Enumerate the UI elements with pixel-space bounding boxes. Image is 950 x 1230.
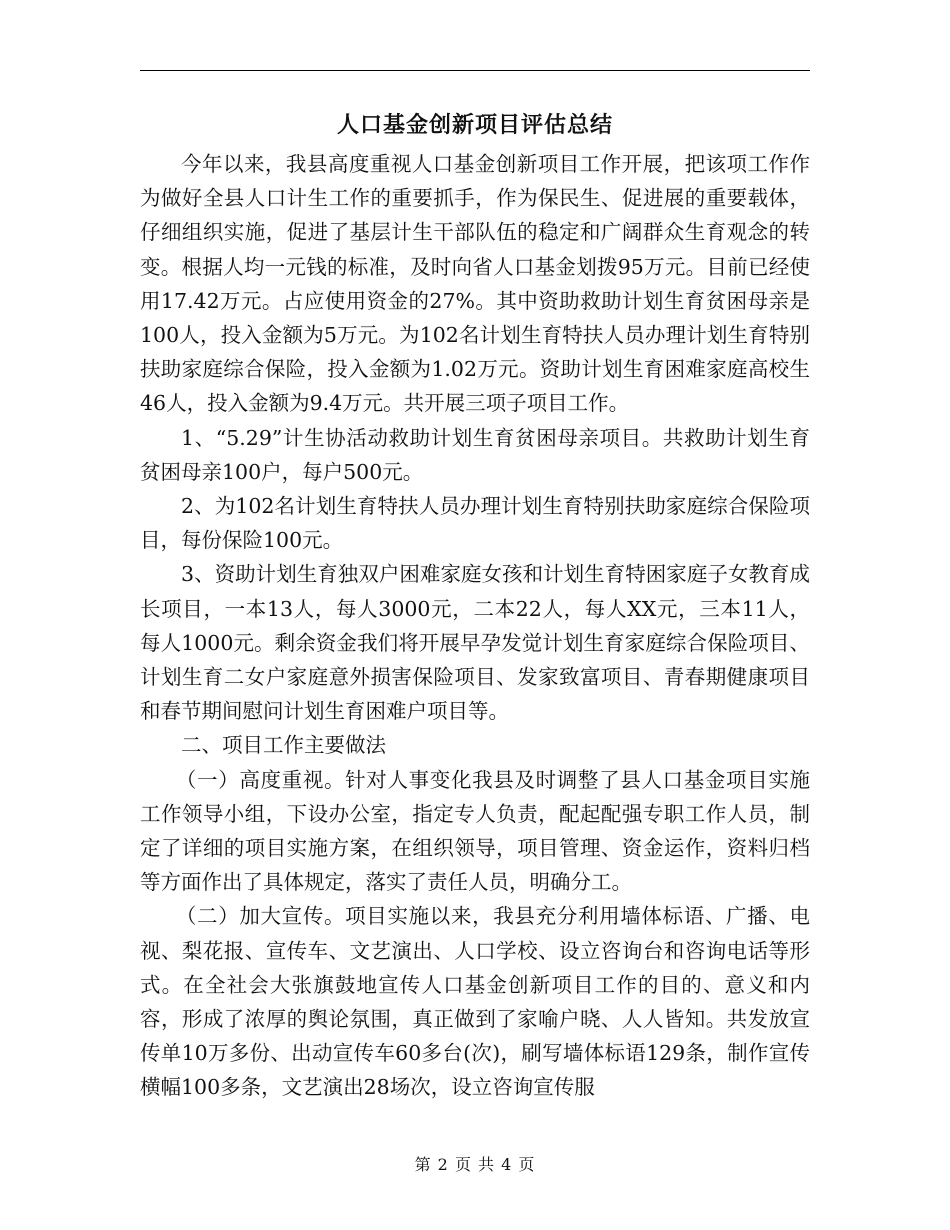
paragraph-subsection-2: （二）加大宣传。项目实施以来，我县充分利用墙体标语、广播、电视、梨花报、宣传车、文艺演出、人口学校、设立咨询台和咨询电话等形式。在全社会大张旗鼓地宣传人口基金创新项目工作的目的、意义和内容，形成了浓厚的舆论氛围，真正做到了家喻户晓、人人皆知。共发放宣传单10万多份、出动宣传车60多台(次)，刷写墙体标语129条，制作宣传横幅100多条，文艺演出28场次，设立咨询宣传服 [140, 904, 810, 1100]
paragraph-item-1: 1、“5.29”计生协活动救助计划生育贫困母亲项目。共救助计划生育贫困母亲100户，每户500元。 [140, 425, 810, 484]
document-body [140, 147, 810, 1105]
page-number-footer: 第 2 页 共 4 页 [414, 1155, 536, 1174]
paragraph-intro: 今年以来，我县高度重视人口基金创新项目工作开展，把该项工作作为做好全县人口计生工作的重要抓手，作为保民生、促进展的重要载体，仔细组织实施，促进了基层计生干部队伍的稳定和广阔群众生育观念的转变。根据人均一元钱的标准，及时向省人口基金划拨95万元。目前已经使用17.42万元。占应使用资金的27%。其中资助救助计划生育贫困母亲是100人，投入金额为5万元。为102名计划生育特扶人员办理计划生育特别扶助家庭综合保险，投入金额为1.02万元。资助计划生育困难家庭高校生46人，投入金额为9.4万元。共开展三项子项目工作。 [140, 152, 810, 416]
header-rule [140, 70, 810, 71]
paragraph-item-2: 2、为102名计划生育特扶人员办理计划生育特别扶助家庭综合保险项目，每份保险100元。 [140, 494, 810, 553]
section-heading-methods: 二、项目工作主要做法 [181, 733, 386, 758]
document-title: 人口基金创新项目评估总结 [336, 113, 613, 138]
paragraph-subsection-1: （一）高度重视。针对人事变化我县及时调整了县人口基金项目实施工作领导小组，下设办公室，指定专人负责，配起配强专职工作人员，制定了详细的项目实施方案，在组织领导，项目管理、资金运作，资料归档等方面作出了具体规定，落实了责任人员，明确分工。 [140, 767, 810, 895]
paragraph-item-3: 3、资助计划生育独双户困难家庭女孩和计划生育特困家庭子女教育成长项目，一本13人，每人3000元，二本22人，每人XX元，三本11人，每人1000元。剩余资金我们将开展早孕发觉计划生育家庭综合保险项目、计划生育二女户家庭意外损害保险项目、发家致富项目、青春期健康项目和春节期间慰问计划生育困难户项目等。 [140, 562, 810, 724]
